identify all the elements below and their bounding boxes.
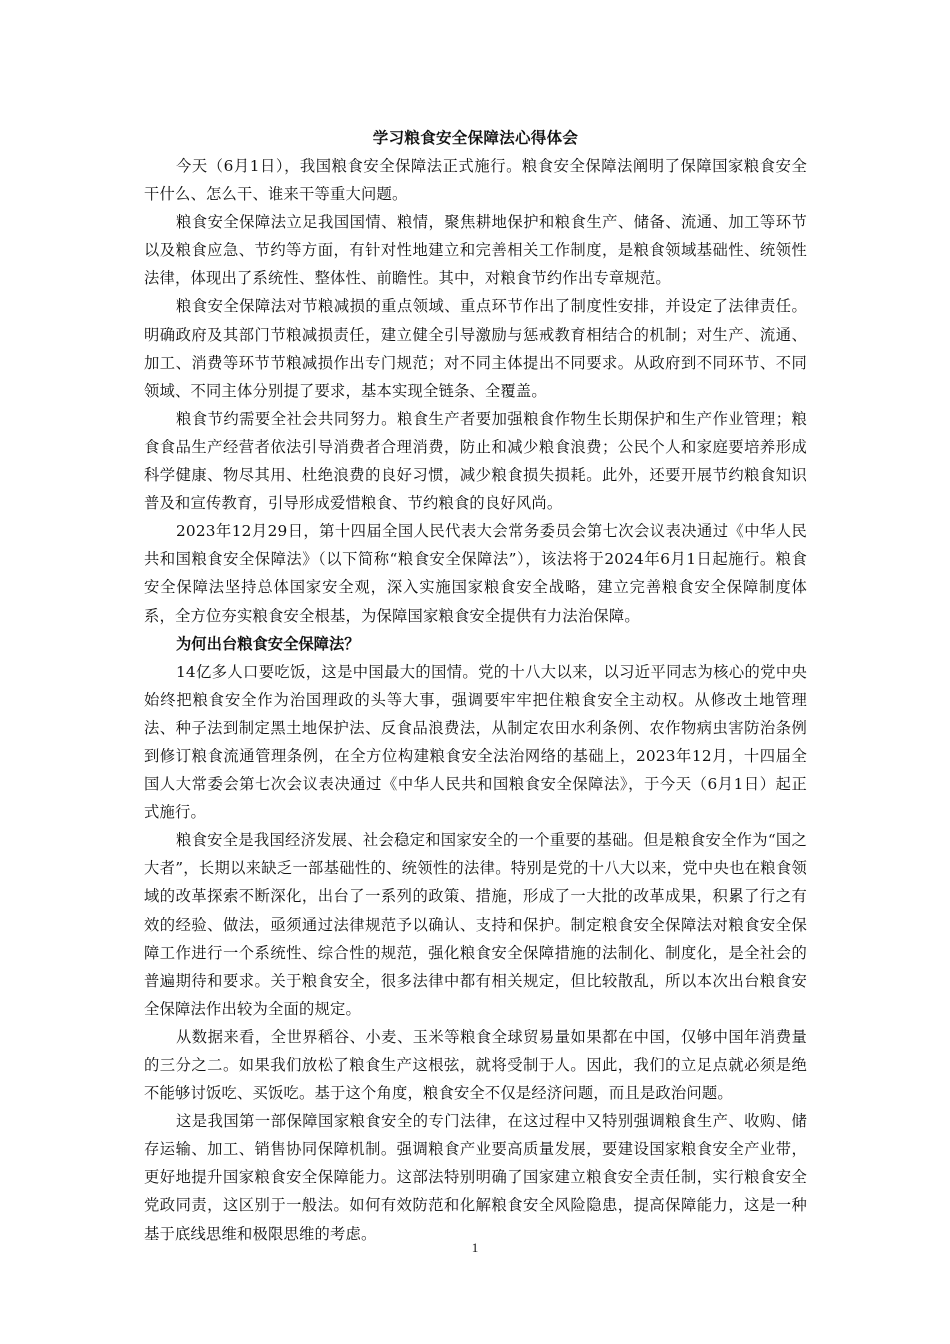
paragraph: 粮食安全保障法对节粮减损的重点领域、重点环节作出了制度性安排，并设定了法律责任。明确政府及其部门节粮减损责任，建立健全引导激励与惩戒教育相结合的机制；对生产、流通、加工、消费等环节节粮减损作出专门规范；对不同主体提出不同要求。从政府到不同环节、不同领域、不同主体分别提了要求，基本实现全链条、全覆盖。 — [144, 297, 807, 400]
paragraph: 从数据来看，全世界稻谷、小麦、玉米等粮食全球贸易量如果都在中国，仅够中国年消费量的三分之二。如果我们放松了粮食生产这根弦，就将受制于人。因此，我们的立足点就必须是绝不能够讨饭吃、买饭吃。基于这个角度，粮食安全不仅是经济问题，而且是政治问题。 — [144, 1027, 807, 1103]
paragraph: 这是我国第一部保障国家粮食安全的专门法律，在这过程中又特别强调粮食生产、收购、储存运输、加工、销售协同保障机制。强调粮食产业要高质量发展，要建设国家粮食安全产业带，更好地提升国家粮食安全保障能力。这部法特别明确了国家建立粮食安全责任制，实行粮食安全党政同责，这区别于一般法。如何有效防范和化解粮食安全风险隐患，提高保障能力，这是一种基于底线思维和极限思维的考虑。 — [144, 1112, 807, 1243]
paragraph: 粮食节约需要全社会共同努力。粮食生产者要加强粮食作物生长期保护和生产作业管理；粮食食品生产经营者依法引导消费者合理消费，防止和减少粮食浪费；公民个人和家庭要培养形成科学健康、物尽其用、杜绝浪费的良好习惯，减少粮食损失损耗。此外，还要开展节约粮食知识普及和宣传教育，引导形成爱惜粮食、节约粮食的良好风尚。 — [144, 409, 807, 513]
paragraph: 粮食安全是我国经济发展、社会稳定和国家安全的一个重要的基础。但是粮食安全作为“国之大者”，长期以来缺乏一部基础性的、统领性的法律。特别是党的十八大以来，党中央也在粮食领域的改革探索不断深化，出台了一系列的政策、措施，形成了一大批的改革成果，积累了行之有效的经验、做法，亟须通过法律规范予以确认、支持和保护。制定粮食安全保障法对粮食安全保障工作进行一个系统性、综合性的规范，强化粮食安全保障措施的法制化、制度化，是全社会的普遍期待和要求。关于粮食安全，很多法律中都有相关规定，但比较散乱，所以本次出台粮食安全保障法作出较为全面的规定。 — [144, 831, 807, 1018]
paragraph: 今天（6月1日），我国粮食安全保障法正式施行。粮食安全保障法阐明了保障国家粮食安全干什么、怎么干、谁来干等重大问题。 — [144, 157, 807, 204]
paragraph: 2023年12月29日，第十四届全国人民代表大会常务委员会第七次会议表决通过《中华人民共和国粮食安全保障法》（以下简称“粮食安全保障法”），该法将于2024年6月1日起施行。粮食安全保障法坚持总体国家安全观，深入实施国家粮食安全战略，建立完善粮食安全保障制度体系，全方位夯实粮食安全根基，为保障国家粮食安全提供有力法治保障。 — [144, 522, 807, 625]
document-body — [144, 124, 807, 1248]
document-title: 学习粮食安全保障法心得体会 — [372, 129, 579, 147]
page-number: 1 — [471, 1240, 479, 1255]
paragraph: 14亿多人口要吃饭，这是中国最大的国情。党的十八大以来，以习近平同志为核心的党中央始终把粮食安全作为治国理政的头等大事，强调要牢牢把住粮食安全主动权。从修改土地管理法、种子法到制定黑土地保护法、反食品浪费法，从制定农田水利条例、农作物病虫害防治条例到修订粮食流通管理条例，在全方位构建粮食安全法治网络的基础上，2023年12月，十四届全国人大常委会第七次会议表决通过《中华人民共和国粮食安全保障法》，于今天（6月1日）起正式施行。 — [144, 662, 807, 822]
section-heading: 为何出台粮食安全保障法？ — [176, 634, 360, 653]
paragraph: 粮食安全保障法立足我国国情、粮情，聚焦耕地保护和粮食生产、储备、流通、加工等环节以及粮食应急、节约等方面，有针对性地建立和完善相关工作制度，是粮食领域基础性、统领性法律，体现出了系统性、整体性、前瞻性。其中，对粮食节约作出专章规范。 — [144, 213, 807, 288]
